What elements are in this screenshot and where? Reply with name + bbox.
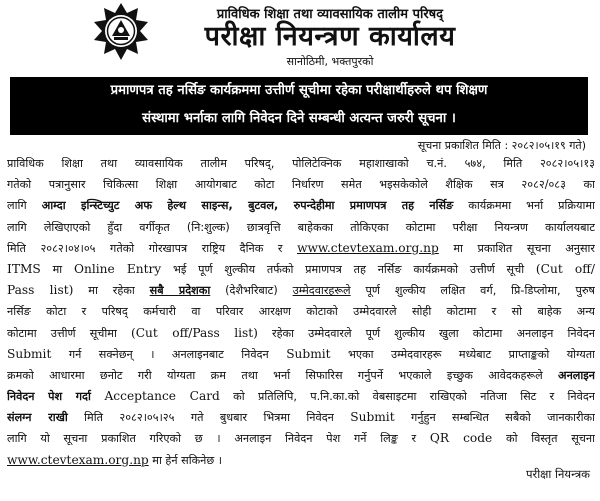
banner-line-1: प्रमाणपत्र तह नर्सिङ कार्यक्रममा उत्तीर्ण सूचीमा रहेका परीक्षार्थीहरुले थप शिक्षण — [110, 83, 488, 98]
body-text-segment: Pass list) — [7, 283, 74, 298]
office-address: सानोठिमी, भक्तपुरको — [286, 55, 374, 68]
body-text-segment: संलग्न राखी — [7, 411, 68, 425]
org-name: प्राविधिक शिक्षा तथा व्यावसायिक तालीम परिषद् — [216, 7, 444, 22]
signature: परीक्षा नियन्त्रक — [525, 467, 590, 481]
notice-body — [7, 153, 595, 471]
body-line — [7, 386, 595, 407]
notice-title-banner — [10, 77, 588, 135]
body-line — [7, 195, 595, 216]
body-line — [7, 428, 595, 449]
body-text-segment: सबै प्रदेशका — [149, 284, 211, 298]
body-text-segment: Submit — [7, 346, 52, 361]
body-text-segment: भएका उम्मेदवारहरू मध्येबाट प्राप्ताङ्कको योग्यता — [330, 347, 595, 361]
body-text-segment: ITMS — [7, 261, 41, 276]
body-text-segment: QR code — [429, 431, 493, 446]
body-text-segment: लागि — [7, 199, 42, 213]
body-text-segment: लागि यो सूचना प्रकाशित गरिएको छ । अनलाइन निवेदन पेश गर्ने लिङ्क र — [7, 432, 430, 446]
body-text-segment: लागि लेखिएाएको हुँदा वर्गीकृत (नि:शुल्क) छात्रवृत्ति बाहेकका तोकिएका कोटामा परीक्षा नियन्त्रण कार्यालयबाट — [7, 220, 595, 234]
body-line — [7, 174, 595, 195]
publication-date: सूचना प्रकाशित मिति : २०८२।०५।१९ गते) — [417, 139, 586, 152]
body-text-segment: (Cut off/Pass list) — [130, 325, 258, 340]
body-text-segment: मा रहेका — [73, 284, 150, 298]
body-text-segment: Acceptance Card — [90, 389, 220, 404]
body-text-segment: कोटामा उत्तीर्ण सूचीमा — [7, 326, 131, 340]
body-line — [7, 407, 595, 428]
body-line — [7, 153, 595, 174]
website-link[interactable]: www.ctevtexam.org.np — [7, 452, 149, 467]
banner-line-2: संस्थामा भर्नाका लागि निवेदन दिने सम्बन्धी अत्यन्त जरुरी सूचना । — [142, 111, 456, 126]
body-text-segment: रहेका उम्मेदवारले पूर्ण शुल्कीय खुला कोटामा अनलाइन निवेदन — [257, 326, 595, 340]
body-text-segment: कार्यक्रममा भर्ना प्रक्रियामा — [453, 199, 595, 213]
institute-name: आम्दा इन्स्टिच्युट अफ हेल्थ साइन्स, बुटवल, रुपन्देहीमा प्रमाणपत्र तह नर्सिङ — [41, 199, 454, 213]
body-text-segment: Submit — [286, 346, 331, 361]
body-text-segment: गतेको पत्रानुसार चिकित्सा शिक्षा आयोगबाट कोटा निर्धारण समेत भइसकेकोले शैक्षिक सत्र २०८२/०८३ का — [7, 178, 595, 192]
body-text-segment: पूर्ण शुल्कीय लक्षित वर्ग, प्रि-डिप्लोमा, पुरुष — [350, 284, 595, 298]
body-text-segment: मा प्रकाशित सूचना अनुसार — [438, 241, 595, 255]
body-text-segment: गर्न सक्नेछन् । अनलाइनबाट निवेदन — [51, 347, 287, 361]
body-text-segment: मिति २०८२।०४।०५ गतेको गोरखापत्र राष्ट्रिय दैनिक र — [7, 241, 298, 255]
ctevt-emblem-icon — [92, 2, 150, 62]
body-line — [7, 344, 595, 365]
body-text-segment: Submit — [350, 410, 395, 425]
body-text-segment: निवेदन पेश गर्दा — [7, 390, 91, 404]
body-text-segment: मा — [40, 262, 74, 276]
body-text-segment: प्राविधिक शिक्षा तथा व्यावसायिक तालीम परिषद्, पोलिटेक्निक महाशाखाको च.नं. ५७४, मिति २०८२।०५।१३ — [7, 157, 595, 170]
body-line — [7, 217, 595, 238]
body-line — [7, 280, 595, 301]
body-text-segment: अनलाइन — [558, 368, 595, 382]
body-text-segment: क्रमको आधारमा छनोट गरी योग्यता क्रम तथा भर्ना सिफारिस गर्नुपर्ने भएकाले इच्छुक आवेदकहरूले — [7, 368, 559, 382]
body-line — [7, 259, 595, 280]
body-text-segment: गर्नुहुन सम्बन्धित सबैको जानकारीका — [394, 411, 595, 425]
body-text-segment: नर्सिङ कोटा र परिषद् कर्मचारी वा परिवार आरक्षण कोटाको उम्मेदवारले सोही कोटामा र सो बाहेक अन्य — [7, 305, 595, 319]
body-line — [7, 450, 595, 471]
body-text-segment: उम्मेदवारहरूले — [292, 284, 351, 298]
body-text-segment: (देशैभरिबाट) — [210, 284, 293, 298]
body-text-segment: Online Entry — [74, 261, 162, 276]
office-name: परीक्षा नियन्त्रण कार्यालय — [204, 21, 456, 52]
body-line — [7, 365, 595, 386]
body-text-segment: को विस्तृत सूचना — [492, 432, 595, 446]
body-text-segment: को प्रतिलिपि, प.नि.का.को वेबसाइटमा राखिएको नतिजा सिट र निवेदन — [219, 390, 595, 404]
body-text-segment: (Cut off/ — [535, 261, 595, 276]
website-link[interactable]: www.ctevtexam.org.np — [297, 240, 439, 255]
body-text-segment: मिति २०८२।०५।२५ गते बुधबार भित्रमा निवेदन — [67, 411, 351, 425]
body-line — [7, 323, 595, 344]
body-text-segment: भई पूर्ण शुल्कीय तर्फको प्रमाणपत्र तह नर्सिङ कार्यक्रमको उत्तीर्ण सूची — [161, 262, 536, 276]
body-text-segment: मा हेर्न सकिनेछ । — [148, 453, 223, 467]
body-line — [7, 238, 595, 259]
body-line — [7, 301, 595, 322]
